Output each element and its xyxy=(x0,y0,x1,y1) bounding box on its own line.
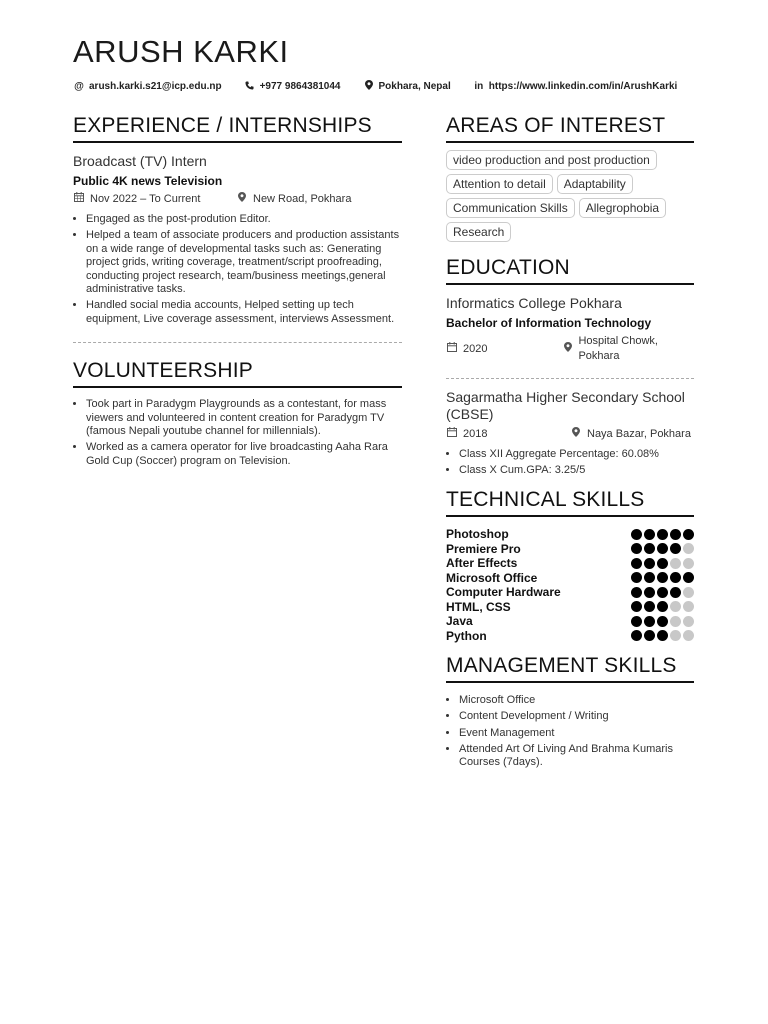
contact-linkedin[interactable] xyxy=(473,81,678,92)
interest-tag: Adaptability xyxy=(557,174,633,194)
contact-location xyxy=(363,80,451,93)
rating-dot-empty xyxy=(683,630,694,641)
education-year: 2020 xyxy=(463,342,488,355)
interest-tag: Communication Skills xyxy=(446,198,575,218)
phone-icon xyxy=(244,81,256,93)
linkedin-icon: in xyxy=(474,81,484,92)
management-bullets xyxy=(446,694,694,770)
rating-dot-filled xyxy=(670,543,681,554)
school-name: Sagarmatha Higher Secondary School (CBSE) xyxy=(446,389,685,422)
rating-dot-filled xyxy=(644,587,655,598)
rating-dot-filled xyxy=(644,572,655,583)
contact-linkedin-text: https://www.linkedin.com/in/ArushKarki xyxy=(488,81,678,92)
rating-dot-filled xyxy=(683,529,694,540)
rating-dot-filled xyxy=(644,529,655,540)
skill-row xyxy=(446,556,694,571)
contact-bar xyxy=(73,80,728,93)
skill-name: HTML, CSS xyxy=(446,599,511,614)
contact-email[interactable] xyxy=(73,81,222,92)
education-item xyxy=(446,389,694,478)
job-title: Broadcast (TV) Intern xyxy=(73,153,207,169)
volunteer-bullets xyxy=(73,398,402,468)
skill-name: After Effects xyxy=(446,556,518,571)
skill-name: Java xyxy=(446,614,473,629)
rating-dot-filled xyxy=(644,630,655,641)
calendar-icon xyxy=(446,342,458,357)
rating-dot-filled xyxy=(631,616,642,627)
contact-phone-text: +977 9864381044 xyxy=(259,81,341,92)
rating-dot-filled xyxy=(644,558,655,569)
section-divider xyxy=(73,342,402,343)
rating-dot-filled xyxy=(631,630,642,641)
skill-rating xyxy=(629,616,694,627)
rating-dot-filled xyxy=(657,616,668,627)
rating-dot-empty xyxy=(683,587,694,598)
education-heading: EDUCATION xyxy=(446,254,694,285)
skill-row xyxy=(446,527,694,542)
calendar-icon xyxy=(73,192,85,207)
list-item: • Attended Art Of Living And Brahma Kumaris Courses (7days). xyxy=(459,743,694,770)
experience-heading: EXPERIENCE / INTERNSHIPS xyxy=(73,112,402,143)
contact-location-text: Pokhara, Nepal xyxy=(378,81,451,92)
location-icon xyxy=(562,342,573,357)
list-item: • Helped a team of associate producers and production assistants on a wide range of developmental tasks such as: Generating project grids, writing coverage, treatment/script proofreading, conducting project research, team/business meetings,general administrative tasks. xyxy=(86,229,402,296)
rating-dot-filled xyxy=(657,558,668,569)
location-icon xyxy=(236,192,248,207)
rating-dot-empty xyxy=(670,558,681,569)
rating-dot-filled xyxy=(631,543,642,554)
job-bullets xyxy=(73,213,402,326)
left-column xyxy=(73,112,402,471)
job-organization: Public 4K news Television xyxy=(73,174,223,188)
list-item: • Handled social media accounts, Helped setting up tech equipment, Live coverage assessment, interviews Assessment. xyxy=(86,299,402,326)
rating-dot-filled xyxy=(657,601,668,612)
rating-dot-filled xyxy=(683,572,694,583)
job-location: New Road, Pokhara xyxy=(253,193,352,205)
skill-rating xyxy=(629,601,694,612)
skill-rating xyxy=(629,558,694,569)
education-location: Naya Bazar, Pokhara xyxy=(587,428,691,440)
rating-dot-filled xyxy=(657,529,668,540)
interest-tag: Research xyxy=(446,222,511,242)
interest-tag: Allegrophobia xyxy=(579,198,666,218)
interest-tag: Attention to detail xyxy=(446,174,553,194)
skill-name: Photoshop xyxy=(446,527,509,542)
rating-dot-filled xyxy=(631,572,642,583)
contact-phone[interactable] xyxy=(244,81,341,93)
at-icon: @ xyxy=(74,81,84,92)
rating-dot-filled xyxy=(670,572,681,583)
rating-dot-filled xyxy=(631,601,642,612)
skill-row xyxy=(446,541,694,556)
section-divider xyxy=(446,378,694,379)
calendar-icon xyxy=(446,427,458,442)
job-meta xyxy=(73,192,402,207)
experience-item xyxy=(73,152,402,326)
interest-tags xyxy=(446,150,694,246)
education-year: 2018 xyxy=(463,428,488,440)
skill-name: Computer Hardware xyxy=(446,585,561,600)
rating-dot-filled xyxy=(670,587,681,598)
education-meta xyxy=(446,427,694,442)
skill-name: Python xyxy=(446,628,487,643)
job-date: Nov 2022 – To Current xyxy=(90,193,201,205)
rating-dot-empty xyxy=(670,601,681,612)
skill-row xyxy=(446,614,694,629)
degree-name: Bachelor of Information Technology xyxy=(446,316,652,330)
interest-tag: video production and post production xyxy=(446,150,657,170)
skill-row xyxy=(446,585,694,600)
skill-rating xyxy=(629,543,694,554)
location-icon xyxy=(363,80,375,93)
rating-dot-filled xyxy=(631,529,642,540)
rating-dot-filled xyxy=(657,587,668,598)
rating-dot-filled xyxy=(657,630,668,641)
rating-dot-empty xyxy=(683,616,694,627)
rating-dot-filled xyxy=(644,601,655,612)
rating-dot-filled xyxy=(657,572,668,583)
list-item: • Engaged as the post-prodution Editor. xyxy=(86,213,402,226)
interests-heading: AREAS OF INTEREST xyxy=(446,112,694,143)
rating-dot-empty xyxy=(670,616,681,627)
technical-skills-list xyxy=(446,527,694,643)
rating-dot-empty xyxy=(683,601,694,612)
skill-rating xyxy=(629,587,694,598)
education-meta xyxy=(446,334,694,364)
contact-email-text: arush.karki.s21@icp.edu.np xyxy=(89,81,222,92)
rating-dot-filled xyxy=(644,543,655,554)
rating-dot-filled xyxy=(644,616,655,627)
skill-rating xyxy=(629,529,694,540)
education-bullets xyxy=(446,448,694,478)
list-item: • Took part in Paradygm Playgrounds as a contestant, for mass viewers and volunteered in content creation for Paradygm TV (famous Nepali youtube channel for millennials). xyxy=(86,398,402,438)
rating-dot-empty xyxy=(670,630,681,641)
list-item: • Event Management xyxy=(459,727,694,740)
skill-name: Microsoft Office xyxy=(446,570,538,585)
list-item: • Content Development / Writing xyxy=(459,710,694,723)
rating-dot-filled xyxy=(631,587,642,598)
rating-dot-empty xyxy=(683,558,694,569)
list-item: • Microsoft Office xyxy=(459,694,694,707)
technical-skills-heading: TECHNICAL SKILLS xyxy=(446,486,694,517)
right-column xyxy=(446,112,694,773)
rating-dot-filled xyxy=(657,543,668,554)
rating-dot-filled xyxy=(631,558,642,569)
skill-rating xyxy=(629,630,694,641)
list-item: • Class X Cum.GPA: 3.25/5 xyxy=(459,464,694,477)
resume-name: ARUSH KARKI xyxy=(73,34,289,69)
skill-name: Premiere Pro xyxy=(446,541,521,556)
skill-row xyxy=(446,570,694,585)
rating-dot-empty xyxy=(683,543,694,554)
skill-rating xyxy=(629,572,694,583)
school-name: Informatics College Pokhara xyxy=(446,295,622,311)
skill-row xyxy=(446,599,694,614)
skill-row xyxy=(446,628,694,643)
list-item: • Class XII Aggregate Percentage: 60.08% xyxy=(459,448,694,461)
education-item xyxy=(446,295,694,364)
rating-dot-filled xyxy=(670,529,681,540)
location-icon xyxy=(570,427,582,442)
management-skills-heading: MANAGEMENT SKILLS xyxy=(446,652,694,683)
volunteer-heading: VOLUNTEERSHIP xyxy=(73,357,402,388)
education-location: Hospital Chowk, Pokhara xyxy=(578,335,658,362)
list-item: • Worked as a camera operator for live broadcasting Aaha Rara Gold Cup (Soccer) program on Television. xyxy=(86,441,402,468)
